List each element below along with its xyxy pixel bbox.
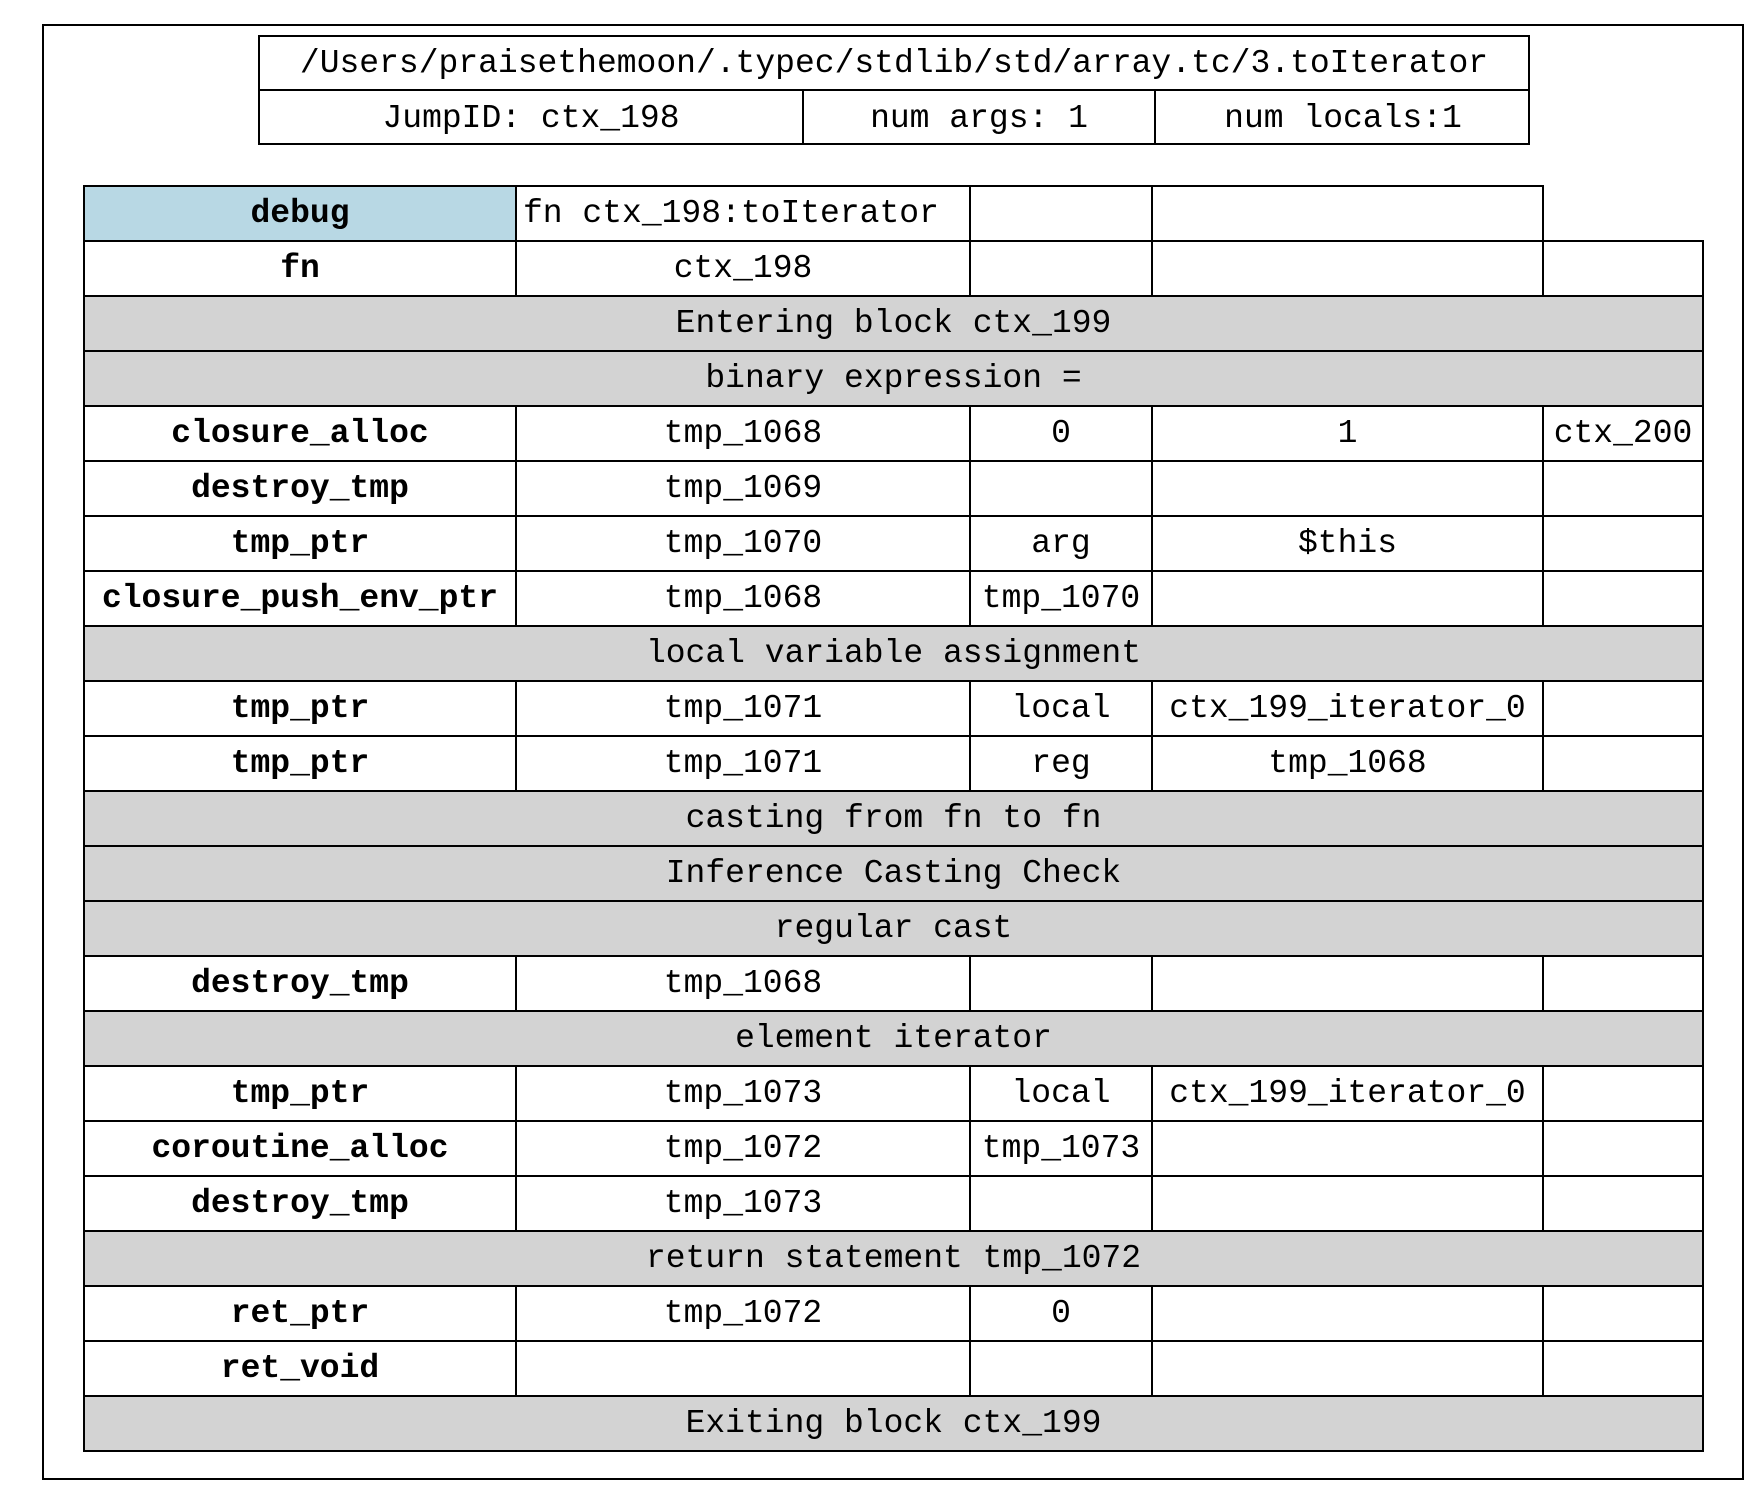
opcode-cell: debug bbox=[83, 185, 517, 242]
operand-cell-arg1: tmp_1071 bbox=[515, 735, 971, 792]
operand-cell-arg3 bbox=[1151, 185, 1544, 242]
operand-cell-arg3 bbox=[1151, 460, 1544, 517]
opcode-cell: tmp_ptr bbox=[83, 735, 517, 792]
opcode-cell: destroy_tmp bbox=[83, 1175, 517, 1232]
operand-cell-arg2: local bbox=[969, 680, 1153, 737]
operand-cell-arg3 bbox=[1151, 570, 1544, 627]
operand-cell-arg1: tmp_1069 bbox=[515, 460, 971, 517]
num-locals: num locals:1 bbox=[1224, 99, 1462, 137]
operand-cell-arg3 bbox=[1151, 1175, 1544, 1232]
operand-cell-arg1: tmp_1072 bbox=[515, 1285, 971, 1342]
operand-cell-arg4 bbox=[1542, 570, 1704, 627]
operand-cell-arg4 bbox=[1542, 1340, 1704, 1397]
function-header bbox=[258, 35, 1530, 145]
num-args: num args: 1 bbox=[804, 91, 1156, 145]
operand-cell-arg2 bbox=[969, 955, 1153, 1012]
operand-cell-arg2: reg bbox=[969, 735, 1153, 792]
opcode-cell: coroutine_alloc bbox=[83, 1120, 517, 1177]
section-row: regular cast bbox=[83, 900, 1704, 957]
operand-cell-arg2: tmp_1070 bbox=[969, 570, 1153, 627]
operand-cell-arg3: 1 bbox=[1151, 405, 1544, 462]
operand-cell-arg4 bbox=[1542, 240, 1704, 297]
operand-cell-arg4 bbox=[1542, 1175, 1704, 1232]
operand-cell-arg4 bbox=[1542, 1065, 1704, 1122]
operand-cell-arg1: tmp_1068 bbox=[515, 955, 971, 1012]
operand-cell-arg3 bbox=[1151, 955, 1544, 1012]
operand-cell-arg4 bbox=[1542, 1120, 1704, 1177]
opcode-cell: destroy_tmp bbox=[83, 955, 517, 1012]
operand-cell-arg4 bbox=[1542, 460, 1704, 517]
operand-cell-arg3 bbox=[1151, 240, 1544, 297]
operand-cell-arg2: tmp_1073 bbox=[969, 1120, 1153, 1177]
opcode-cell: tmp_ptr bbox=[83, 680, 517, 737]
operand-cell-arg2: 0 bbox=[969, 405, 1153, 462]
section-row: binary expression = bbox=[83, 350, 1704, 407]
operand-cell-arg3: tmp_1068 bbox=[1151, 735, 1544, 792]
operand-cell-arg1: ctx_198 bbox=[515, 240, 971, 297]
section-row: Inference Casting Check bbox=[83, 845, 1704, 902]
operand-cell-arg2 bbox=[969, 1340, 1153, 1397]
operand-cell-arg2: arg bbox=[969, 515, 1153, 572]
operand-cell-arg1: fn ctx_198:toIterator bbox=[515, 185, 971, 242]
function-path: /Users/praisethemoon/.typec/stdlib/std/array.tc/3.toIterator bbox=[260, 37, 1528, 91]
operand-cell-arg2: local bbox=[969, 1065, 1153, 1122]
operand-cell-arg1: tmp_1071 bbox=[515, 680, 971, 737]
section-row: element iterator bbox=[83, 1010, 1704, 1067]
jump-id: JumpID: ctx_198 bbox=[260, 91, 804, 145]
operand-cell-arg3: ctx_199_iterator_0 bbox=[1151, 1065, 1544, 1122]
operand-cell-arg4: ctx_200 bbox=[1542, 405, 1704, 462]
opcode-cell: ret_void bbox=[83, 1340, 517, 1397]
section-row: return statement tmp_1072 bbox=[83, 1230, 1704, 1287]
opcode-cell: closure_push_env_ptr bbox=[83, 570, 517, 627]
operand-cell-arg2 bbox=[969, 1175, 1153, 1232]
operand-cell-arg4 bbox=[1542, 955, 1704, 1012]
operand-cell-arg1: tmp_1073 bbox=[515, 1065, 971, 1122]
operand-cell-arg1 bbox=[515, 1340, 971, 1397]
opcode-cell: tmp_ptr bbox=[83, 1065, 517, 1122]
opcode-cell: destroy_tmp bbox=[83, 460, 517, 517]
opcode-cell: fn bbox=[83, 240, 517, 297]
operand-cell-arg1: tmp_1068 bbox=[515, 405, 971, 462]
operand-cell-arg1: tmp_1073 bbox=[515, 1175, 971, 1232]
operand-cell-arg1: tmp_1068 bbox=[515, 570, 971, 627]
section-row: Entering block ctx_199 bbox=[83, 295, 1704, 352]
operand-cell-arg2 bbox=[969, 240, 1153, 297]
operand-cell-arg3: $this bbox=[1151, 515, 1544, 572]
opcode-cell: ret_ptr bbox=[83, 1285, 517, 1342]
section-row: Exiting block ctx_199 bbox=[83, 1395, 1704, 1452]
operand-cell-arg3: ctx_199_iterator_0 bbox=[1151, 680, 1544, 737]
section-row: local variable assignment bbox=[83, 625, 1704, 682]
operand-cell-arg4 bbox=[1542, 515, 1704, 572]
operand-cell-arg2 bbox=[969, 460, 1153, 517]
operand-cell-arg3 bbox=[1151, 1285, 1544, 1342]
opcode-cell: closure_alloc bbox=[83, 405, 517, 462]
operand-cell-arg4 bbox=[1542, 735, 1704, 792]
operand-cell-arg3 bbox=[1151, 1340, 1544, 1397]
operand-cell-arg2: 0 bbox=[969, 1285, 1153, 1342]
operand-cell-arg1: tmp_1072 bbox=[515, 1120, 971, 1177]
opcode-cell: tmp_ptr bbox=[83, 515, 517, 572]
operand-cell-arg4 bbox=[1542, 1285, 1704, 1342]
operand-cell-arg1: tmp_1070 bbox=[515, 515, 971, 572]
operand-cell-arg3 bbox=[1151, 1120, 1544, 1177]
section-row: casting from fn to fn bbox=[83, 790, 1704, 847]
operand-cell-arg4 bbox=[1542, 680, 1704, 737]
operand-cell-arg2 bbox=[969, 185, 1153, 242]
